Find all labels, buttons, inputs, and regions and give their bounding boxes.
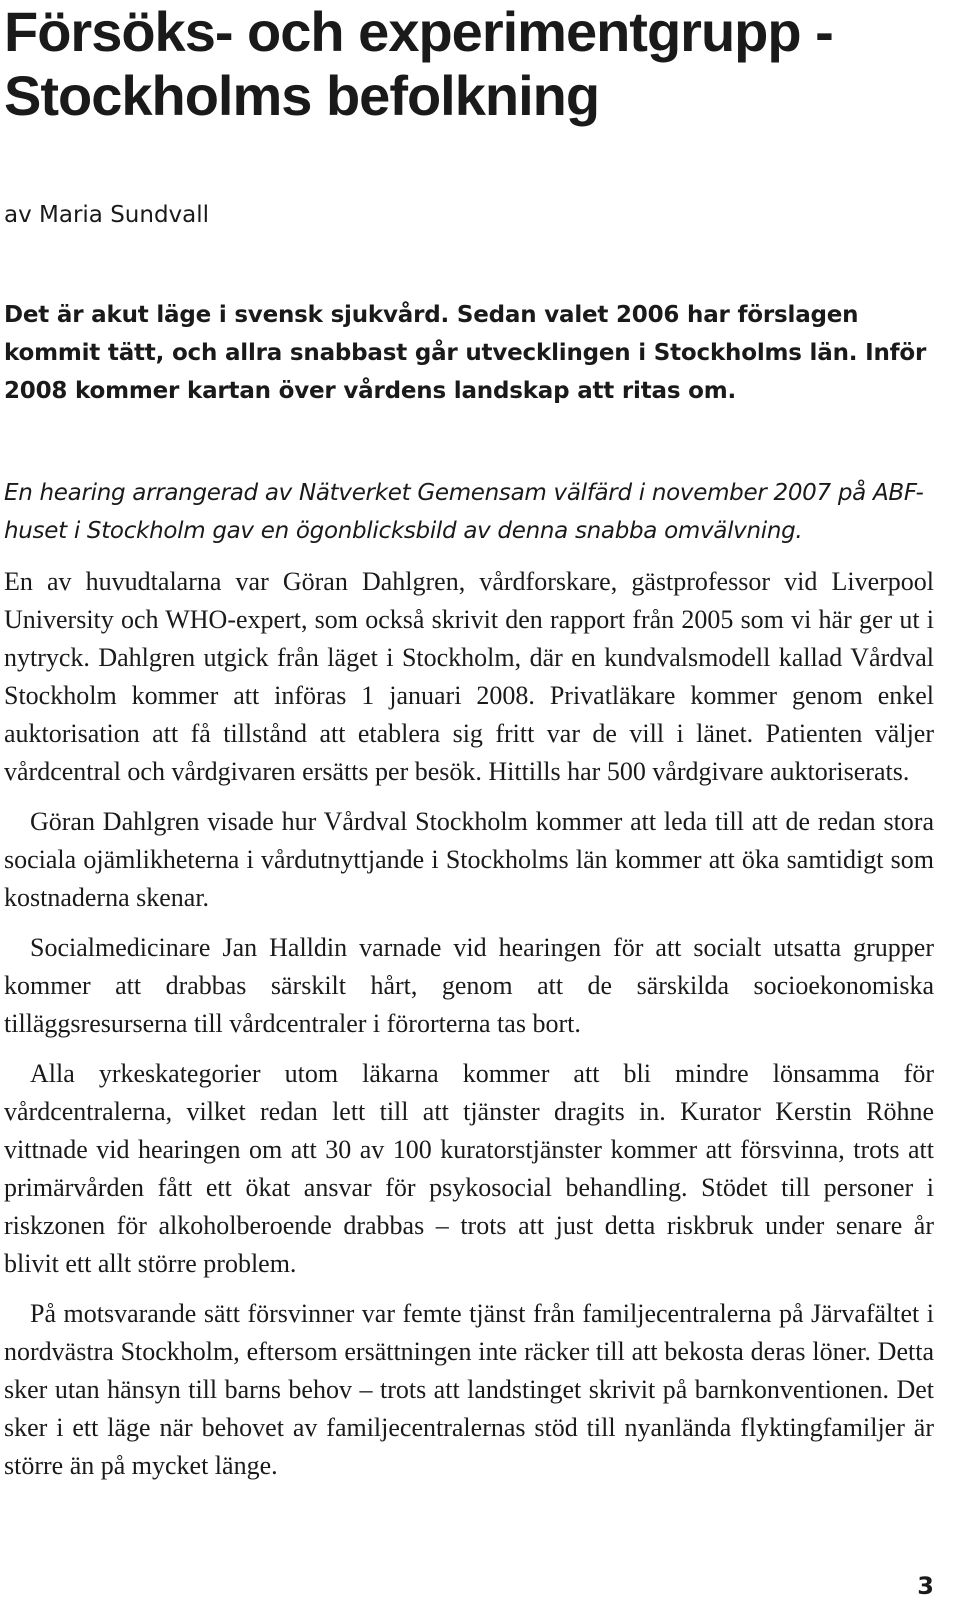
- body-paragraph: Göran Dahlgren visade hur Vårdval Stockholm kommer att leda till att de redan stora sociala ojämlikheterna i vårdutnyttjande i Stockholms län kommer att öka samtidigt som kostnaderna skenar.: [4, 807, 934, 912]
- body-paragraph: En av huvudtalarna var Göran Dahlgren, vårdforskare, gästprofessor vid Liverpool University och WHO-expert, som också skrivit den rapport från 2005 som vi här ger ut i nytryck. Dahlgren utgick från läget i Stockholm, där en kundvalsmodell kallad Vårdval Stockholm kommer att införas 1 januari 2008. Privatläkare kommer genom enkel auktorisation att få tillstånd att etablera sig fritt var de vill i länet. Patienten väljer vårdcentral och vårdgivaren ersätts per besök. Hittills har 500 vårdgivare auktoriserats.: [4, 567, 934, 786]
- body-paragraph: Socialmedicinare Jan Halldin varnade vid hearingen för att socialt utsatta grupper kommer att drabbas särskilt hårt, genom att de särskilda socioekonomiska tilläggsresurserna till vårdcentraler i förorterna tas bort.: [4, 933, 934, 1038]
- page-number: 3: [917, 1572, 934, 1600]
- body-paragraph: Alla yrkeskategorier utom läkarna kommer att bli mindre lönsamma för vårdcentralerna, vilket redan lett till att tjänster dragits in. Kurator Kerstin Röhne vittnade vid hearingen om att 30 av 100 kuratorstjänster kommer att försvinna, trots att primärvården fått ett ökat ansvar för psykosocial behandling. Stödet till personer i riskzonen för alkoholberoende drabbas – trots att just detta riskbruk under senare år blivit ett allt större problem.: [4, 1059, 934, 1278]
- article-title: [4, 0, 934, 128]
- article-body: [4, 563, 934, 1497]
- title-line-2: Stockholms befolkning: [4, 64, 600, 127]
- lead-paragraph: Det är akut läge i svensk sjukvård. Sedan valet 2006 har förslagen kommit tätt, och allra snabbast går utvecklingen i Stockholms län. Inför 2008 kommer kartan över vårdens landskap att ritas om.: [4, 302, 927, 404]
- title-line-1: Försöks- och experimentgrupp -: [4, 0, 833, 63]
- intro-paragraph: En hearing arrangerad av Nätverket Gemensam välfärd i november 2007 på ABF-huset i Stockholm gav en ögonblicksbild av denna snabba omvälvning.: [4, 480, 924, 544]
- body-paragraph: På motsvarande sätt försvinner var femte tjänst från familjecentralerna på Järvafältet i nordvästra Stockholm, eftersom ersättningen inte räcker till att bekosta deras löner. Detta sker utan hänsyn till barns behov – trots att landstinget skrivit på barnkonventionen. Det sker i ett läge när behovet av familjecentralernas stöd till nyanlända flyktingfamiljer är större än på mycket länge.: [4, 1299, 934, 1480]
- author-byline: av Maria Sundvall: [4, 202, 210, 228]
- document-page: [4, 0, 934, 1480]
